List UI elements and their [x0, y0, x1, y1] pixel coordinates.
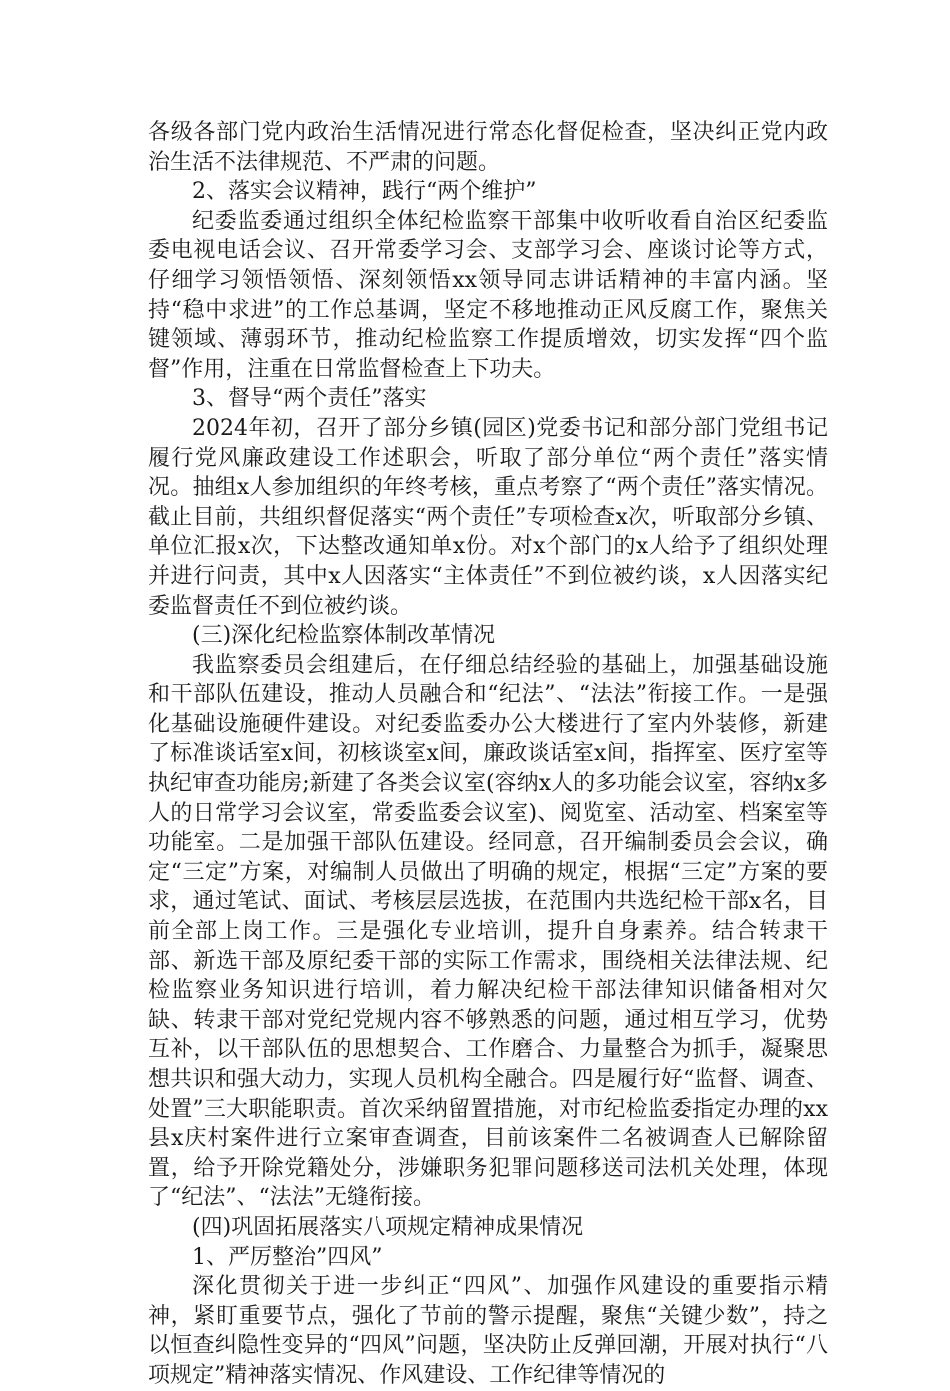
section-heading: (四)巩固拓展落实八项规定精神成果情况 [192, 1214, 584, 1240]
body-paragraph: 纪委监委通过组织全体纪检监察干部集中收听收看自治区纪委监委电视电话会议、召开常委学习会、支部学习会、座谈讨论等方式，仔细学习领悟领悟、深刻领悟xx领导同志讲话精神的丰富内涵。坚持“稳中求进”的工作总基调，坚定不移地推动正风反腐工作，聚焦关键领域、薄弱环节，推动纪检监察工作提质增效，切实发挥“四个监督”作用，注重在日常监督检查上下功夫。 [148, 208, 828, 382]
section-heading: (三)深化纪检监察体制改革情况 [192, 623, 496, 649]
body-paragraph: 2024年初，召开了部分乡镇(园区)党委书记和部分部门党组书记履行党风廉政建设工作述职会，听取了部分单位“两个责任”落实情况。抽组x人参加组织的年终考核，重点考察了“两个责任”落实情况。截止目前，共组织督促落实“两个责任”专项检查x次，听取部分乡镇、单位汇报x次，下达整改通知单x份。对x个部门的x人给予了组织处理并进行问责，其中x人因落实“主体责任”不到位被约谈，x人因落实纪委监督责任不到位被约谈。 [148, 415, 828, 619]
section-heading: 1、严厉整治”四风” [192, 1244, 383, 1270]
body-paragraph: 各级各部门党内政治生活情况进行常态化督促检查，坚决纠正党内政治生活不法律规范、不严肃的问题。 [148, 120, 828, 175]
section-heading: 2、落实会议精神，践行“两个维护” [192, 179, 537, 205]
body-paragraph: 深化贯彻关于进一步纠正“四风”、加强作风建设的重要指示精神，紧盯重要节点，强化了节前的警示提醒，聚焦“关键少数”，持之以恒查纠隐性变异的“四风”问题，坚决防止反弹回潮，开展对执行“八项规定”精神落实情况、作风建设、工作纪律等情况的 [148, 1274, 828, 1388]
document-page [148, 118, 828, 1391]
section-heading: 3、督导“两个责任”落实 [192, 386, 427, 412]
body-paragraph: 我监察委员会组建后，在仔细总结经验的基础上，加强基础设施和干部队伍建设，推动人员融合和“纪法”、“法法”衔接工作。一是强化基础设施硬件建设。对纪委监委办公大楼进行了室内外装修，新建了标准谈话室x间，初核谈室x间，廉政谈话室x间，指挥室、医疗室等执纪审查功能房;新建了各类会议室(容纳x人的多功能会议室，容纳x多人的日常学习会议室，常委监委会议室)、阅览室、活动室、档案室等功能室。二是加强干部队伍建设。经同意，召开编制委员会会议，确定“三定”方案，对编制人员做出了明确的规定，根据“三定”方案的要求，通过笔试、面试、考核层层选拔，在范围内共选纪检干部x名，目前全部上岗工作。三是强化专业培训，提升自身素养。结合转隶干部、新选干部及原纪委干部的实际工作需求，围绕相关法律法规、纪检监察业务知识进行培训，着力解决纪检干部法律知识储备相对欠缺、转隶干部对党纪党规内容不够熟悉的问题，通过相互学习，优势互补，以干部队伍的思想契合、工作磨合、力量整合为抓手，凝聚思想共识和强大动力，实现人员机构全融合。四是履行好“监督、调查、处置”三大职能职责。首次采纳留置措施，对市纪检监委指定办理的xx县x庆村案件进行立案审查调查，目前该案件二名被调查人已解除留置，给予开除党籍处分，涉嫌职务犯罪问题移送司法机关处理，体现了“纪法”、“法法”无缝衔接。 [148, 652, 828, 1211]
